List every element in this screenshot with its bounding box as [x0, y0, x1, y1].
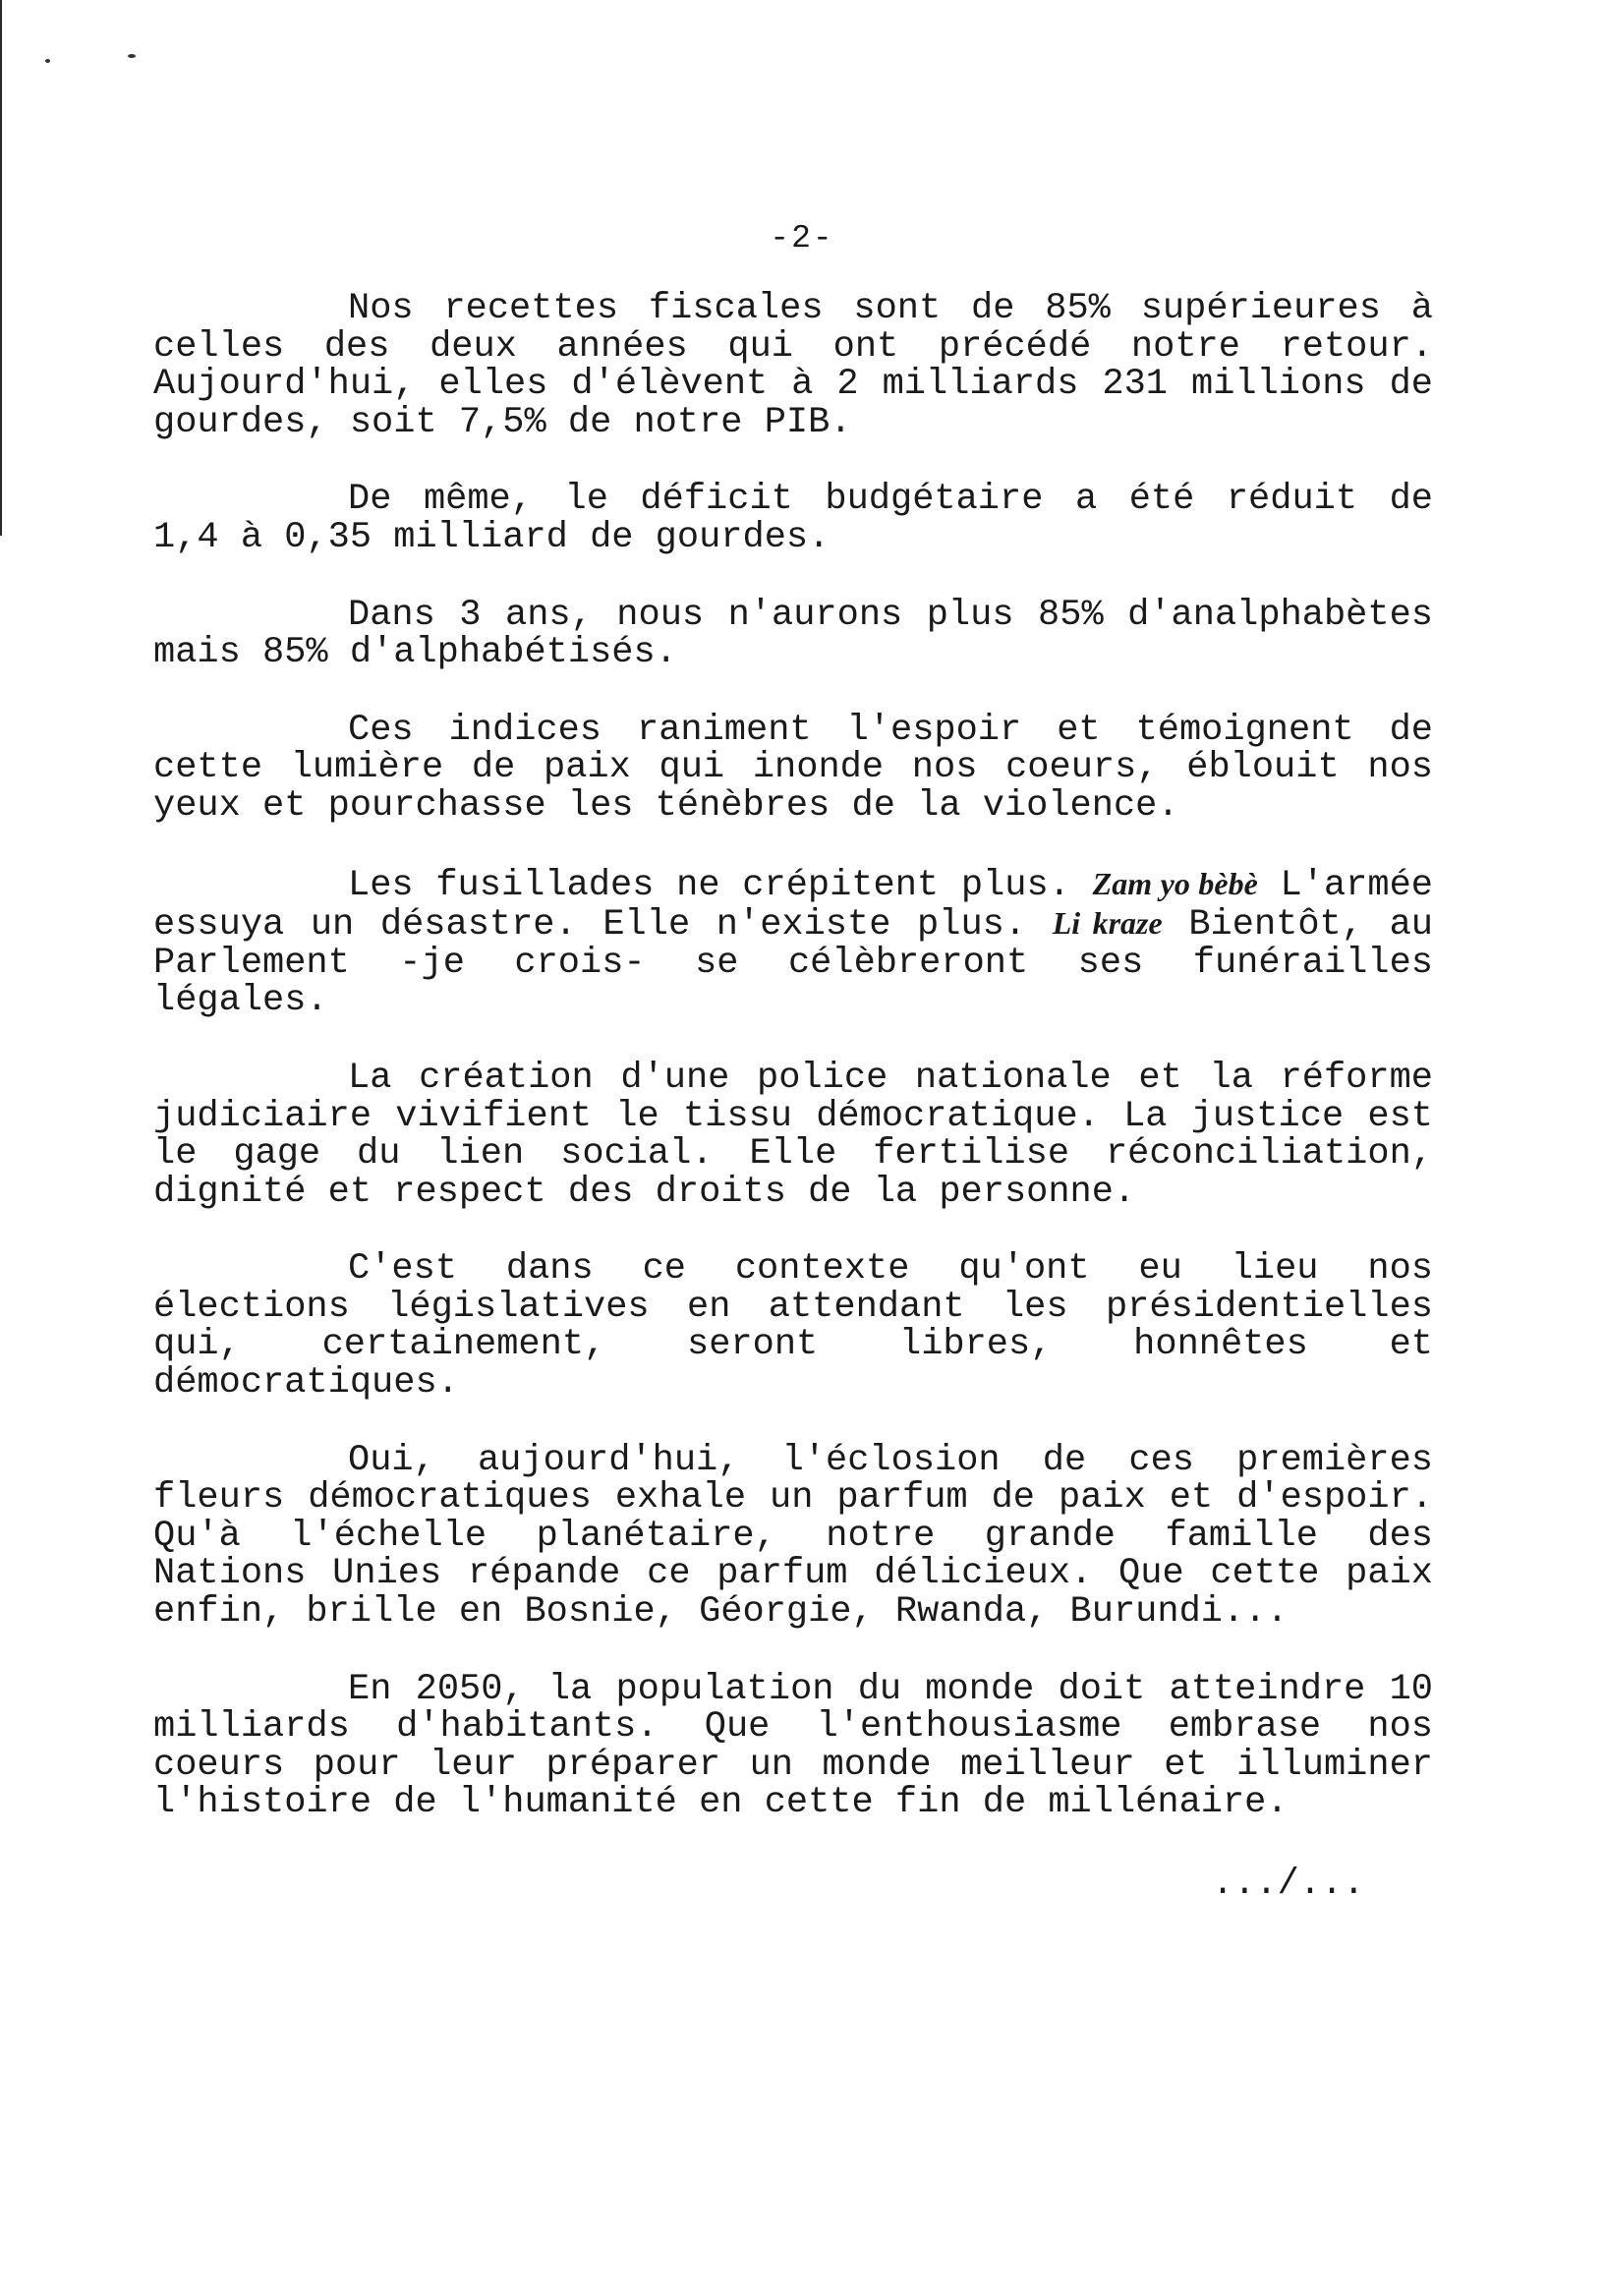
paragraph: Oui, aujourd'hui, l'éclosion de ces premières fleurs démocratiques exhale un parfum de paix et d'espoir. Qu'à l'échelle planétaire, notre grande famille des Nations Unies répande ce parfum délicieux. Que cette paix enfin, brille en Bosnie, Géorgie, Rwanda, Burundi... — [153, 1439, 1433, 1634]
paragraph: Ces indices raniment l'espoir et témoignent de cette lumière de paix qui inonde nos coeurs, éblouit nos yeux et pourchasse les ténèbres de la violence. — [153, 709, 1433, 827]
kreyol-phrase: Zam yo bèbè — [1092, 865, 1258, 901]
paragraph: Dans 3 ans, nous n'aurons plus 85% d'analphabètes mais 85% d'alphabétisés. — [153, 594, 1433, 674]
paragraph: Nos recettes fiscales sont de 85% supérieures à celles des deux années qui ont précédé notre retour. Aujourd'hui, elles d'élèvent à 2 milliards 231 millions de gourdes, soit 7,5% de notre PIB. — [153, 288, 1433, 443]
paragraph-text: Bientôt, au Parlement -je crois- se célèbreront ses funérailles légales. — [153, 904, 1433, 1022]
continuation-mark: .../... — [1212, 1864, 1365, 1905]
paragraph: En 2050, la population du monde doit atteindre 10 milliards d'habitants. Que l'enthousiasme embrase nos coeurs pour leur préparer un monde meilleur et illuminer l'histoire de l'humanité en cette fin de millénaire. — [153, 1668, 1433, 1824]
page-number: -2- — [770, 220, 834, 257]
paragraph: La création d'une police nationale et la réforme judiciaire vivifient le tissu démocratique. La justice est le gage du lien social. Elle fertilise réconciliation, dignité et respect des droits de la personne. — [153, 1057, 1433, 1213]
paragraph-with-kreyol — [153, 865, 1433, 1020]
kreyol-phrase: Li kraze — [1052, 905, 1163, 942]
paragraph: C'est dans ce contexte qu'ont eu lieu nos élections législatives en attendant les présidentielles qui, certainement, seront libres, honnêtes et démocratiques. — [153, 1248, 1433, 1405]
paragraph: De même, le déficit budgétaire a été réduit de 1,4 à 0,35 milliard de gourdes. — [153, 479, 1433, 558]
document-body — [153, 290, 1433, 1862]
paragraph-text: Les fusillades ne crépitent plus. — [348, 864, 1070, 906]
scan-speck — [128, 54, 136, 58]
paragraph-text: L'armée essuya un désastre. Elle n'existe plus. — [153, 864, 1433, 947]
scan-edge — [0, 0, 2, 536]
scan-speck — [45, 59, 50, 63]
